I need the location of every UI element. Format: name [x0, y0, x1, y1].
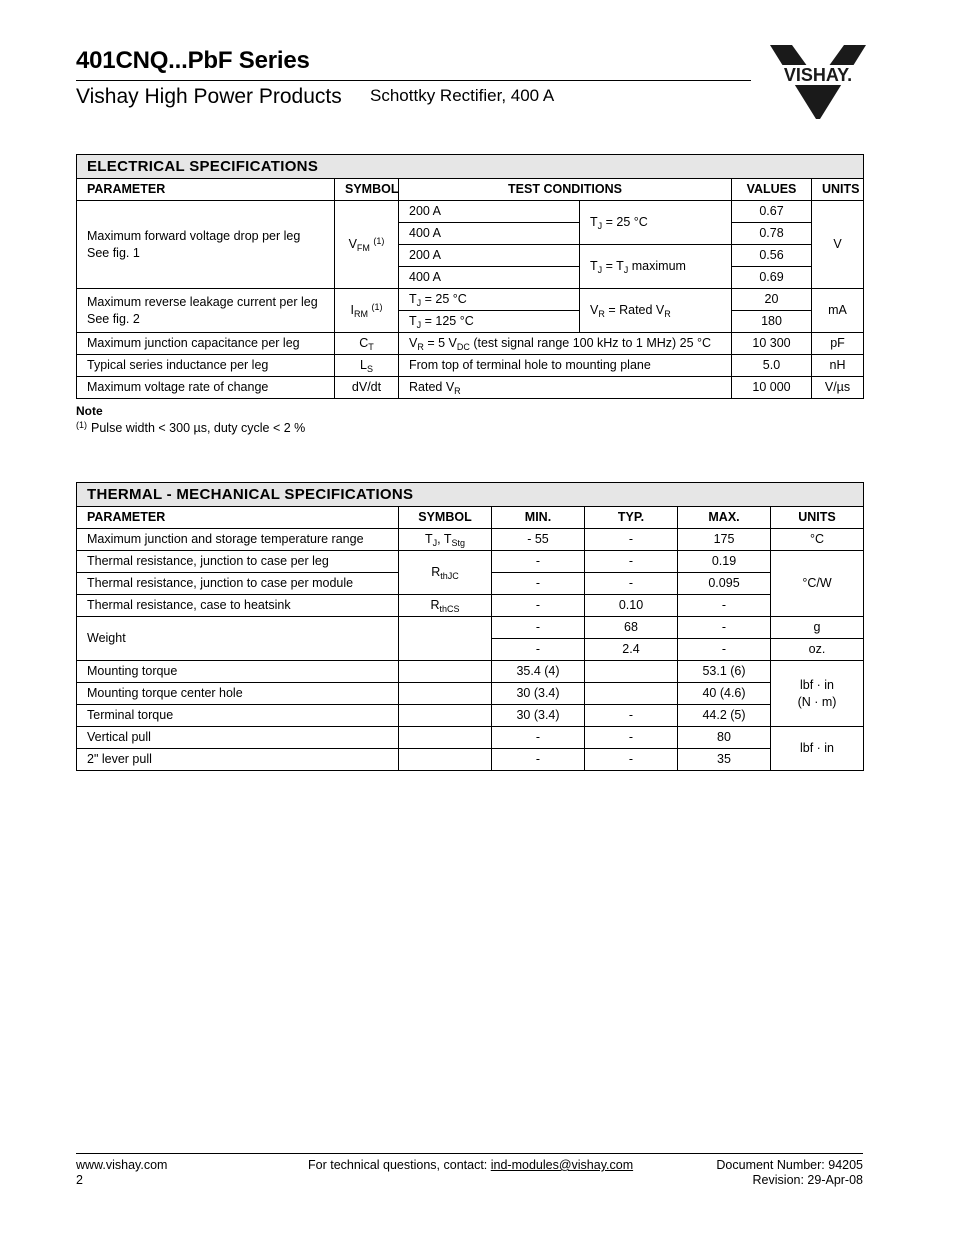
unit-cell: V: [812, 201, 864, 289]
company-name: Vishay High Power Products: [76, 85, 342, 108]
condition-cell: $T_J = 25$ °C: [399, 289, 580, 311]
parameter-ref: See fig. 2: [87, 311, 140, 326]
value-cell: 10 300: [732, 333, 812, 355]
col-header: TEST CONDITIONS: [399, 179, 732, 201]
logo-text: VISHAY.: [783, 65, 853, 85]
min-cell: - 55: [492, 529, 585, 551]
typ-cell: -: [585, 573, 678, 595]
symbol-cell: [399, 617, 492, 661]
condition-cell: $T_J = 125$ °C: [399, 311, 580, 333]
condition-cell: 400 A: [399, 267, 580, 289]
symbol-cell: $L_S$: [335, 355, 399, 377]
parameter-ref: See fig. 1: [87, 245, 140, 260]
value-cell: 0.56: [732, 245, 812, 267]
table-row: [77, 617, 864, 639]
max-cell: 35: [678, 749, 771, 771]
symbol-cell: $R_{thCS}$: [399, 595, 492, 617]
condition-cell: From top of terminal hole to mounting plane: [399, 355, 732, 377]
parameter-cell: Maximum junction and storage temperature range: [77, 529, 399, 551]
unit-cell: nH: [812, 355, 864, 377]
symbol-cell: $I_{RM}$ $^{(1)}$: [335, 289, 399, 333]
max-cell: 0.095: [678, 573, 771, 595]
symbol-cell: [399, 705, 492, 727]
max-cell: 0.19: [678, 551, 771, 573]
col-header: UNITS: [812, 179, 864, 201]
max-cell: -: [678, 595, 771, 617]
thermal-mechanical-specifications-table: [76, 482, 864, 771]
condition-cell: Rated $V_R$: [399, 377, 732, 399]
unit-cell: [771, 661, 864, 727]
symbol-cell: [399, 749, 492, 771]
table-row: [77, 683, 864, 705]
min-cell: -: [492, 749, 585, 771]
condition-cell: 200 A: [399, 245, 580, 267]
table-row: [77, 661, 864, 683]
parameter-cell: [77, 201, 335, 289]
product-name: Schottky Rectifier, 400 A: [370, 86, 555, 105]
col-header: MIN.: [492, 507, 585, 529]
min-cell: -: [492, 573, 585, 595]
footer-rule: [76, 1153, 863, 1154]
condition-cell: 200 A: [399, 201, 580, 223]
table-row: [77, 749, 864, 771]
typ-cell: [585, 683, 678, 705]
max-cell: 44.2 (5): [678, 705, 771, 727]
typ-cell: -: [585, 705, 678, 727]
parameter-text: Maximum reverse leakage current per leg: [87, 294, 318, 309]
value-cell: 0.78: [732, 223, 812, 245]
typ-cell: -: [585, 551, 678, 573]
parameter-cell: Maximum voltage rate of change: [77, 377, 335, 399]
unit-cell: °C/W: [771, 551, 864, 617]
table-row: [77, 377, 864, 399]
col-header: VALUES: [732, 179, 812, 201]
min-cell: 35.4 (4): [492, 661, 585, 683]
col-header: MAX.: [678, 507, 771, 529]
max-cell: 40 (4.6): [678, 683, 771, 705]
page-number: 2: [76, 1173, 83, 1187]
parameter-cell: Vertical pull: [77, 727, 399, 749]
unit-cell: mA: [812, 289, 864, 333]
table-row: [77, 595, 864, 617]
typ-cell: [585, 661, 678, 683]
website-link[interactable]: www.vishay.com: [76, 1158, 168, 1172]
table-row: [77, 289, 864, 311]
symbol-cell: $C_T$: [335, 333, 399, 355]
unit-cell: °C: [771, 529, 864, 551]
parameter-cell: [77, 289, 335, 333]
symbol-cell: [399, 727, 492, 749]
parameter-cell: Typical series inductance per leg: [77, 355, 335, 377]
vishay-logo: [768, 43, 868, 121]
table-row: [77, 201, 864, 223]
unit-line: (N · m): [797, 694, 837, 709]
contact-text: For technical questions, contact:: [308, 1158, 491, 1172]
symbol-cell: $R_{thJC}$: [399, 551, 492, 595]
unit-cell: V/µs: [812, 377, 864, 399]
min-cell: 30 (3.4): [492, 683, 585, 705]
max-cell: -: [678, 617, 771, 639]
header-rule: [76, 80, 751, 81]
value-cell: 180: [732, 311, 812, 333]
symbol-cell: [399, 661, 492, 683]
section-title: THERMAL - MECHANICAL SPECIFICATIONS: [77, 483, 864, 507]
typ-cell: -: [585, 749, 678, 771]
symbol-cell: $T_J$, $T_{Stg}$: [399, 529, 492, 551]
parameter-text: Maximum forward voltage drop per leg: [87, 228, 301, 243]
value-cell: 5.0: [732, 355, 812, 377]
condition-cell: $V_R$ = Rated $V_R$: [580, 289, 732, 333]
contact-email-link[interactable]: ind-modules@vishay.com: [490, 1158, 634, 1172]
typ-cell: 68: [585, 617, 678, 639]
note-marker: (1): [76, 420, 87, 430]
symbol-cell: [399, 683, 492, 705]
value-cell: 0.67: [732, 201, 812, 223]
max-cell: -: [678, 639, 771, 661]
parameter-cell: Weight: [77, 617, 399, 661]
page-title: 401CNQ...PbF Series: [76, 47, 310, 74]
min-cell: 30 (3.4): [492, 705, 585, 727]
symbol-cell: $V_{FM}$ $^{(1)}$: [335, 201, 399, 289]
typ-cell: -: [585, 727, 678, 749]
condition-cell: $T_J = T_J$ maximum: [580, 245, 732, 289]
footer-left: [76, 1158, 167, 1188]
unit-cell: oz.: [771, 639, 864, 661]
footer-right: [716, 1158, 863, 1188]
min-cell: -: [492, 595, 585, 617]
parameter-cell: 2" lever pull: [77, 749, 399, 771]
parameter-cell: Mounting torque: [77, 661, 399, 683]
unit-cell: pF: [812, 333, 864, 355]
typ-cell: 2.4: [585, 639, 678, 661]
parameter-cell: Thermal resistance, junction to case per leg: [77, 551, 399, 573]
table-row: [77, 551, 864, 573]
table-row: [77, 727, 864, 749]
unit-cell: lbf · in: [771, 727, 864, 771]
table-row: [77, 705, 864, 727]
typ-cell: -: [585, 529, 678, 551]
table-row: [77, 355, 864, 377]
unit-line: lbf · in: [799, 677, 835, 692]
note-title: Note: [76, 404, 103, 418]
table-header-row: [77, 179, 864, 201]
col-header: UNITS: [771, 507, 864, 529]
table-row: [77, 529, 864, 551]
value-cell: 20: [732, 289, 812, 311]
max-cell: 80: [678, 727, 771, 749]
min-cell: -: [492, 617, 585, 639]
parameter-cell: Maximum junction capacitance per leg: [77, 333, 335, 355]
symbol-cell: dV/dt: [335, 377, 399, 399]
value-cell: 10 000: [732, 377, 812, 399]
min-cell: -: [492, 551, 585, 573]
condition-cell: $T_J = 25$ °C: [580, 201, 732, 245]
max-cell: 53.1 (6): [678, 661, 771, 683]
col-header: SYMBOL: [335, 179, 399, 201]
electrical-specifications-table: [76, 154, 864, 399]
document-number: Document Number: 94205: [716, 1158, 863, 1172]
unit-cell: g: [771, 617, 864, 639]
col-header: SYMBOL: [399, 507, 492, 529]
parameter-cell: Thermal resistance, junction to case per module: [77, 573, 399, 595]
col-header: PARAMETER: [77, 179, 335, 201]
parameter-cell: Thermal resistance, case to heatsink: [77, 595, 399, 617]
parameter-cell: Terminal torque: [77, 705, 399, 727]
footer-contact: [308, 1158, 633, 1173]
col-header: PARAMETER: [77, 507, 399, 529]
table-row: [77, 333, 864, 355]
section-title: ELECTRICAL SPECIFICATIONS: [77, 155, 864, 179]
revision: Revision: 29-Apr-08: [752, 1173, 863, 1187]
note-text: $^{(1)}$ Pulse width < 300 µs, duty cycle < 2 %: [76, 420, 306, 435]
condition-cell: 400 A: [399, 223, 580, 245]
value-cell: 0.69: [732, 267, 812, 289]
min-cell: -: [492, 727, 585, 749]
typ-cell: 0.10: [585, 595, 678, 617]
parameter-cell: Mounting torque center hole: [77, 683, 399, 705]
table-header-row: [77, 507, 864, 529]
min-cell: -: [492, 639, 585, 661]
max-cell: 175: [678, 529, 771, 551]
col-header: TYP.: [585, 507, 678, 529]
condition-cell: $V_R = 5$ $V_{DC}$ (test signal range 100 kHz to 1 MHz) 25 °C: [399, 333, 732, 355]
